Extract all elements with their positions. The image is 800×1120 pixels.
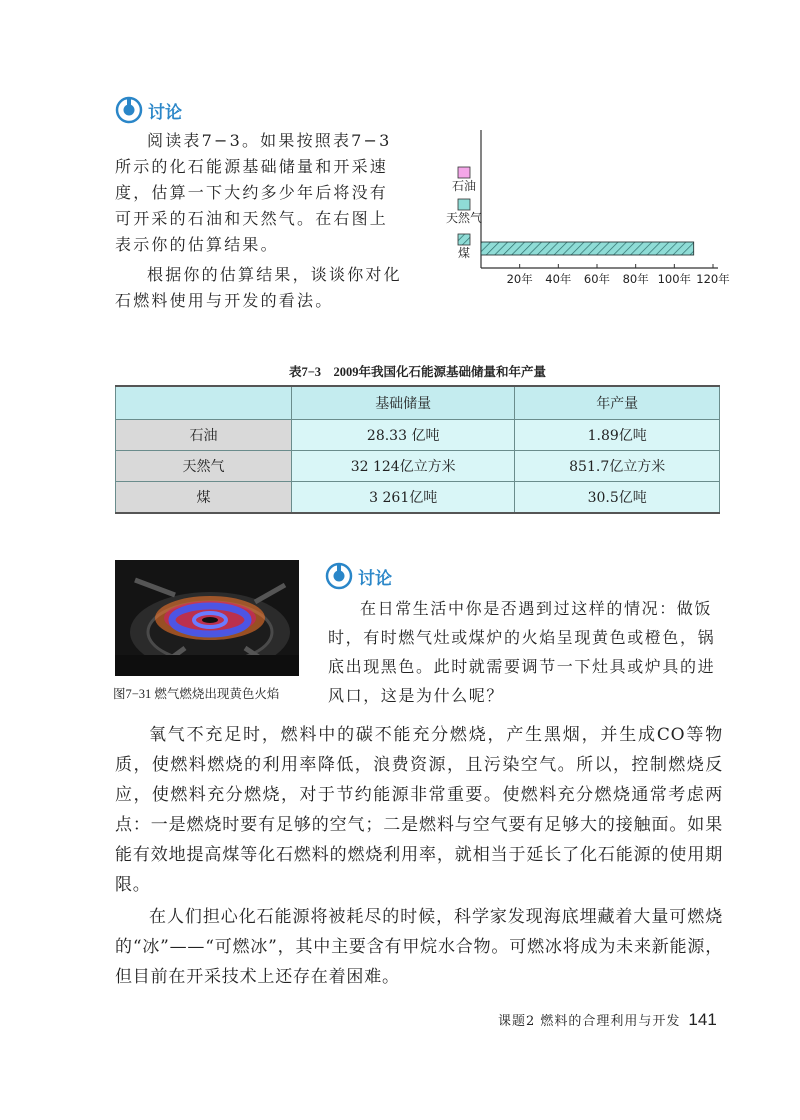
body-text bbox=[115, 720, 723, 994]
table-row bbox=[116, 482, 720, 514]
legend-swatch bbox=[458, 234, 470, 245]
estimate-chart bbox=[426, 128, 730, 293]
reserves-table bbox=[115, 385, 720, 514]
x-tick-label: 20年 bbox=[506, 272, 533, 286]
x-tick-label: 100年 bbox=[657, 272, 692, 286]
x-tick-label: 40年 bbox=[545, 272, 572, 286]
category-label: 天然气 bbox=[445, 211, 483, 225]
legend-swatch bbox=[458, 199, 470, 210]
table-header-cell bbox=[116, 386, 292, 420]
body-paragraph: 氧气不充足时，燃料中的碳不能充分燃烧，产生黑烟，并生成CO等物质，使燃料燃烧的利用率降低，浪费资源，且污染空气。所以，控制燃烧反应，使燃料充分燃烧，对于节约能源非常重要。使燃料充分燃烧通常考虑两点：一是燃烧时要有足够的空气；二是燃料与空气要有足够大的接触面。如果能有效地提高煤等化石燃料的燃烧利用率，就相当于延长了化石能源的使用期限。 bbox=[115, 725, 723, 895]
table-cell: 1.89亿吨 bbox=[515, 420, 720, 451]
table-cell: 32 124亿立方米 bbox=[292, 451, 515, 482]
legend-swatch bbox=[458, 167, 470, 178]
table-header-cell: 年产量 bbox=[515, 386, 720, 420]
chapter-title: 课题2 燃料的合理利用与开发 bbox=[498, 1014, 681, 1029]
category-label: 煤 bbox=[457, 246, 471, 260]
table-header-cell: 基础储量 bbox=[292, 386, 515, 420]
discussion-title: 讨论 bbox=[358, 568, 392, 589]
table-row-label: 天然气 bbox=[116, 451, 292, 482]
table-row-label: 石油 bbox=[116, 420, 292, 451]
table-row bbox=[116, 420, 720, 451]
chart-bar bbox=[481, 242, 694, 255]
body-paragraph: 在人们担心化石能源将被耗尽的时候，科学家发现海底埋藏着大量可燃烧的“冰”——“可燃冰”，其中主要含有甲烷水合物。可燃冰将成为未来新能源，但目前在开采技术上还存在着困难。 bbox=[115, 907, 723, 987]
discussion-icon bbox=[116, 97, 142, 123]
x-tick-label: 80年 bbox=[622, 272, 649, 286]
x-tick-label: 60年 bbox=[583, 272, 611, 286]
discussion-header bbox=[116, 97, 182, 123]
table-row-label: 煤 bbox=[116, 482, 292, 514]
discussion-header bbox=[326, 563, 392, 589]
table-row bbox=[116, 451, 720, 482]
discussion-paragraph: 阅读表7−3。如果按照表7−3所示的化石能源基础储量和开采速度，估算一下大约多少年后将没有可开采的石油和天然气。在右图上表示你的估算结果。 bbox=[115, 131, 392, 254]
discussion-icon bbox=[326, 563, 352, 589]
page-number: 141 bbox=[688, 1010, 717, 1029]
table-caption: 表7−3 2009年我国化石能源基础储量和年产量 bbox=[288, 365, 547, 379]
category-label: 石油 bbox=[451, 179, 477, 193]
discussion-paragraph: 在日常生活中你是否遇到过这样的情况：做饭时，有时燃气灶或煤炉的火焰呈现黄色或橙色，锅底出现黑色。此时就需要调节一下灶具或炉具的进风口，这是为什么呢？ bbox=[328, 599, 716, 705]
x-tick-label: 120年 bbox=[696, 272, 730, 286]
discussion-text bbox=[328, 594, 724, 710]
table-cell: 28.33 亿吨 bbox=[292, 420, 515, 451]
discussion-title: 讨论 bbox=[148, 102, 182, 123]
figure-caption: 图7−31 燃气燃烧出现黄色火焰 bbox=[113, 687, 280, 701]
table-header-row bbox=[116, 386, 720, 420]
table-cell: 30.5亿吨 bbox=[515, 482, 720, 514]
gas-flame-photo bbox=[115, 560, 299, 676]
table-cell: 3 261亿吨 bbox=[292, 482, 515, 514]
gas-stove-illustration bbox=[115, 560, 299, 676]
page-footer bbox=[498, 1010, 717, 1030]
discussion-paragraph: 根据你的估算结果，谈谈你对化石燃料使用与开发的看法。 bbox=[115, 265, 402, 310]
discussion-text bbox=[115, 128, 405, 314]
table-cell: 851.7亿立方米 bbox=[515, 451, 720, 482]
